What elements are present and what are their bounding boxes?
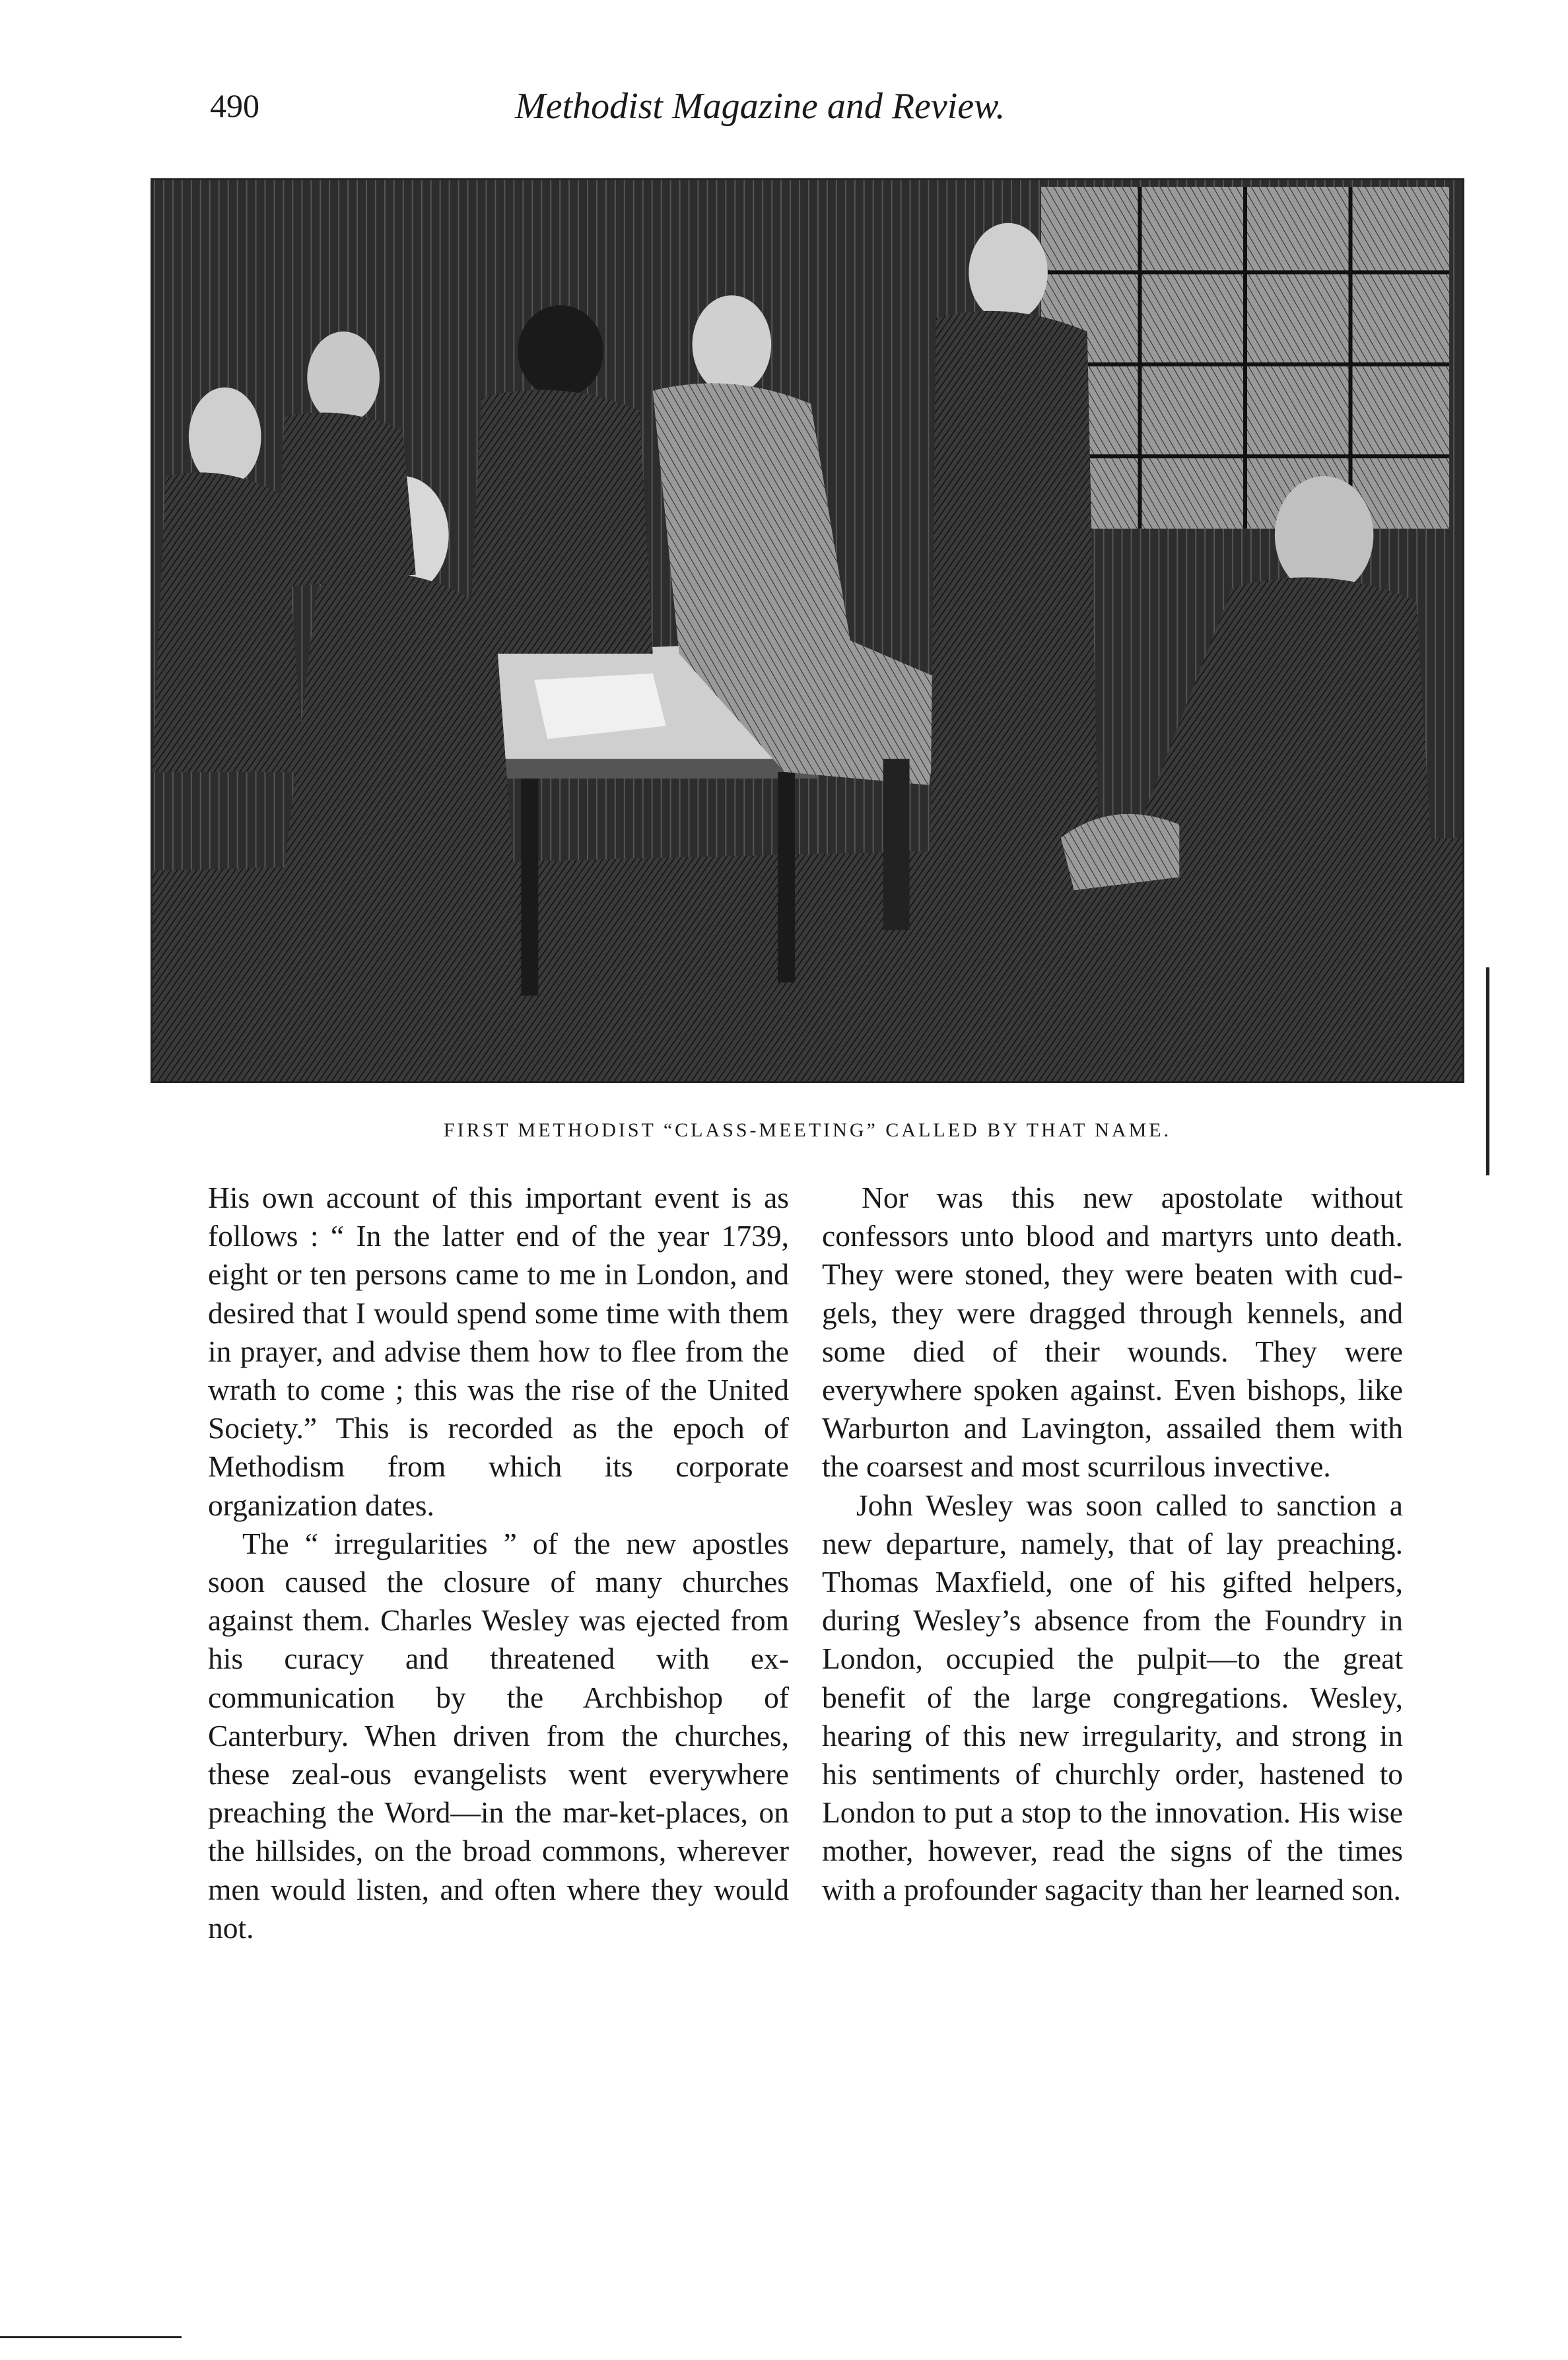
illustration [151,178,1464,1083]
page-number: 490 [210,87,259,124]
paragraph: The “ irregularities ” of the new apostles soon caused the closure of many churches against them. Charles Wesley was ejected from his curacy and threatened with ex-communication by the Archbishop of Canterbury. When driven from the churches, these zeal-ous evangelists went everywhere preaching the Word—in the mar-ket-places, on the hillsides, on the broad commons, wherever men would listen, and often where they would not. [208,1526,789,1945]
text-column-right [822,1179,1403,1909]
paragraph: His own account of this important event is as follows : “ In the latter end of the year 1739, eight or ten persons came to me in London, and desired that I would spend some time with them in prayer, and advise them how to flee from the wrath to come ; this was the rise of the United Society.” This is recorded as the epoch of Methodism from which its corporate organization dates. [208,1181,789,1522]
margin-rule [1486,967,1489,1175]
figure-caption: FIRST METHODIST “CLASS-MEETING” CALLED BY THAT NAME. [443,1119,1172,1141]
engraving-illustration-icon [153,180,1462,1081]
paragraph: Nor was this new apostolate without confessors unto blood and martyrs unto death. They were stoned, they were beaten with cud-gels, they were dragged through kennels, and some died of their wounds. They were everywhere spoken against. Even bishops, like Warburton and Lavington, assailed them with the coarsest and most scurrilous invective. [822,1181,1403,1484]
paragraph: John Wesley was soon called to sanction a new departure, namely, that of lay preaching. Thomas Maxfield, one of his gifted helpers, during Wesley’s absence from the Foundry in London, occupied the pulpit—to the great benefit of the large congregations. Wesley, hearing of this new irregularity, and strong in his sentiments of churchly order, hastened to London to put a stop to the innovation. His wise mother, however, read the signs of the times with a profounder sagacity than her learned son. [822,1488,1403,1906]
footer-rule [0,2336,182,2338]
text-column-left [208,1179,789,1947]
running-head: Methodist Magazine and Review. [515,86,1006,127]
